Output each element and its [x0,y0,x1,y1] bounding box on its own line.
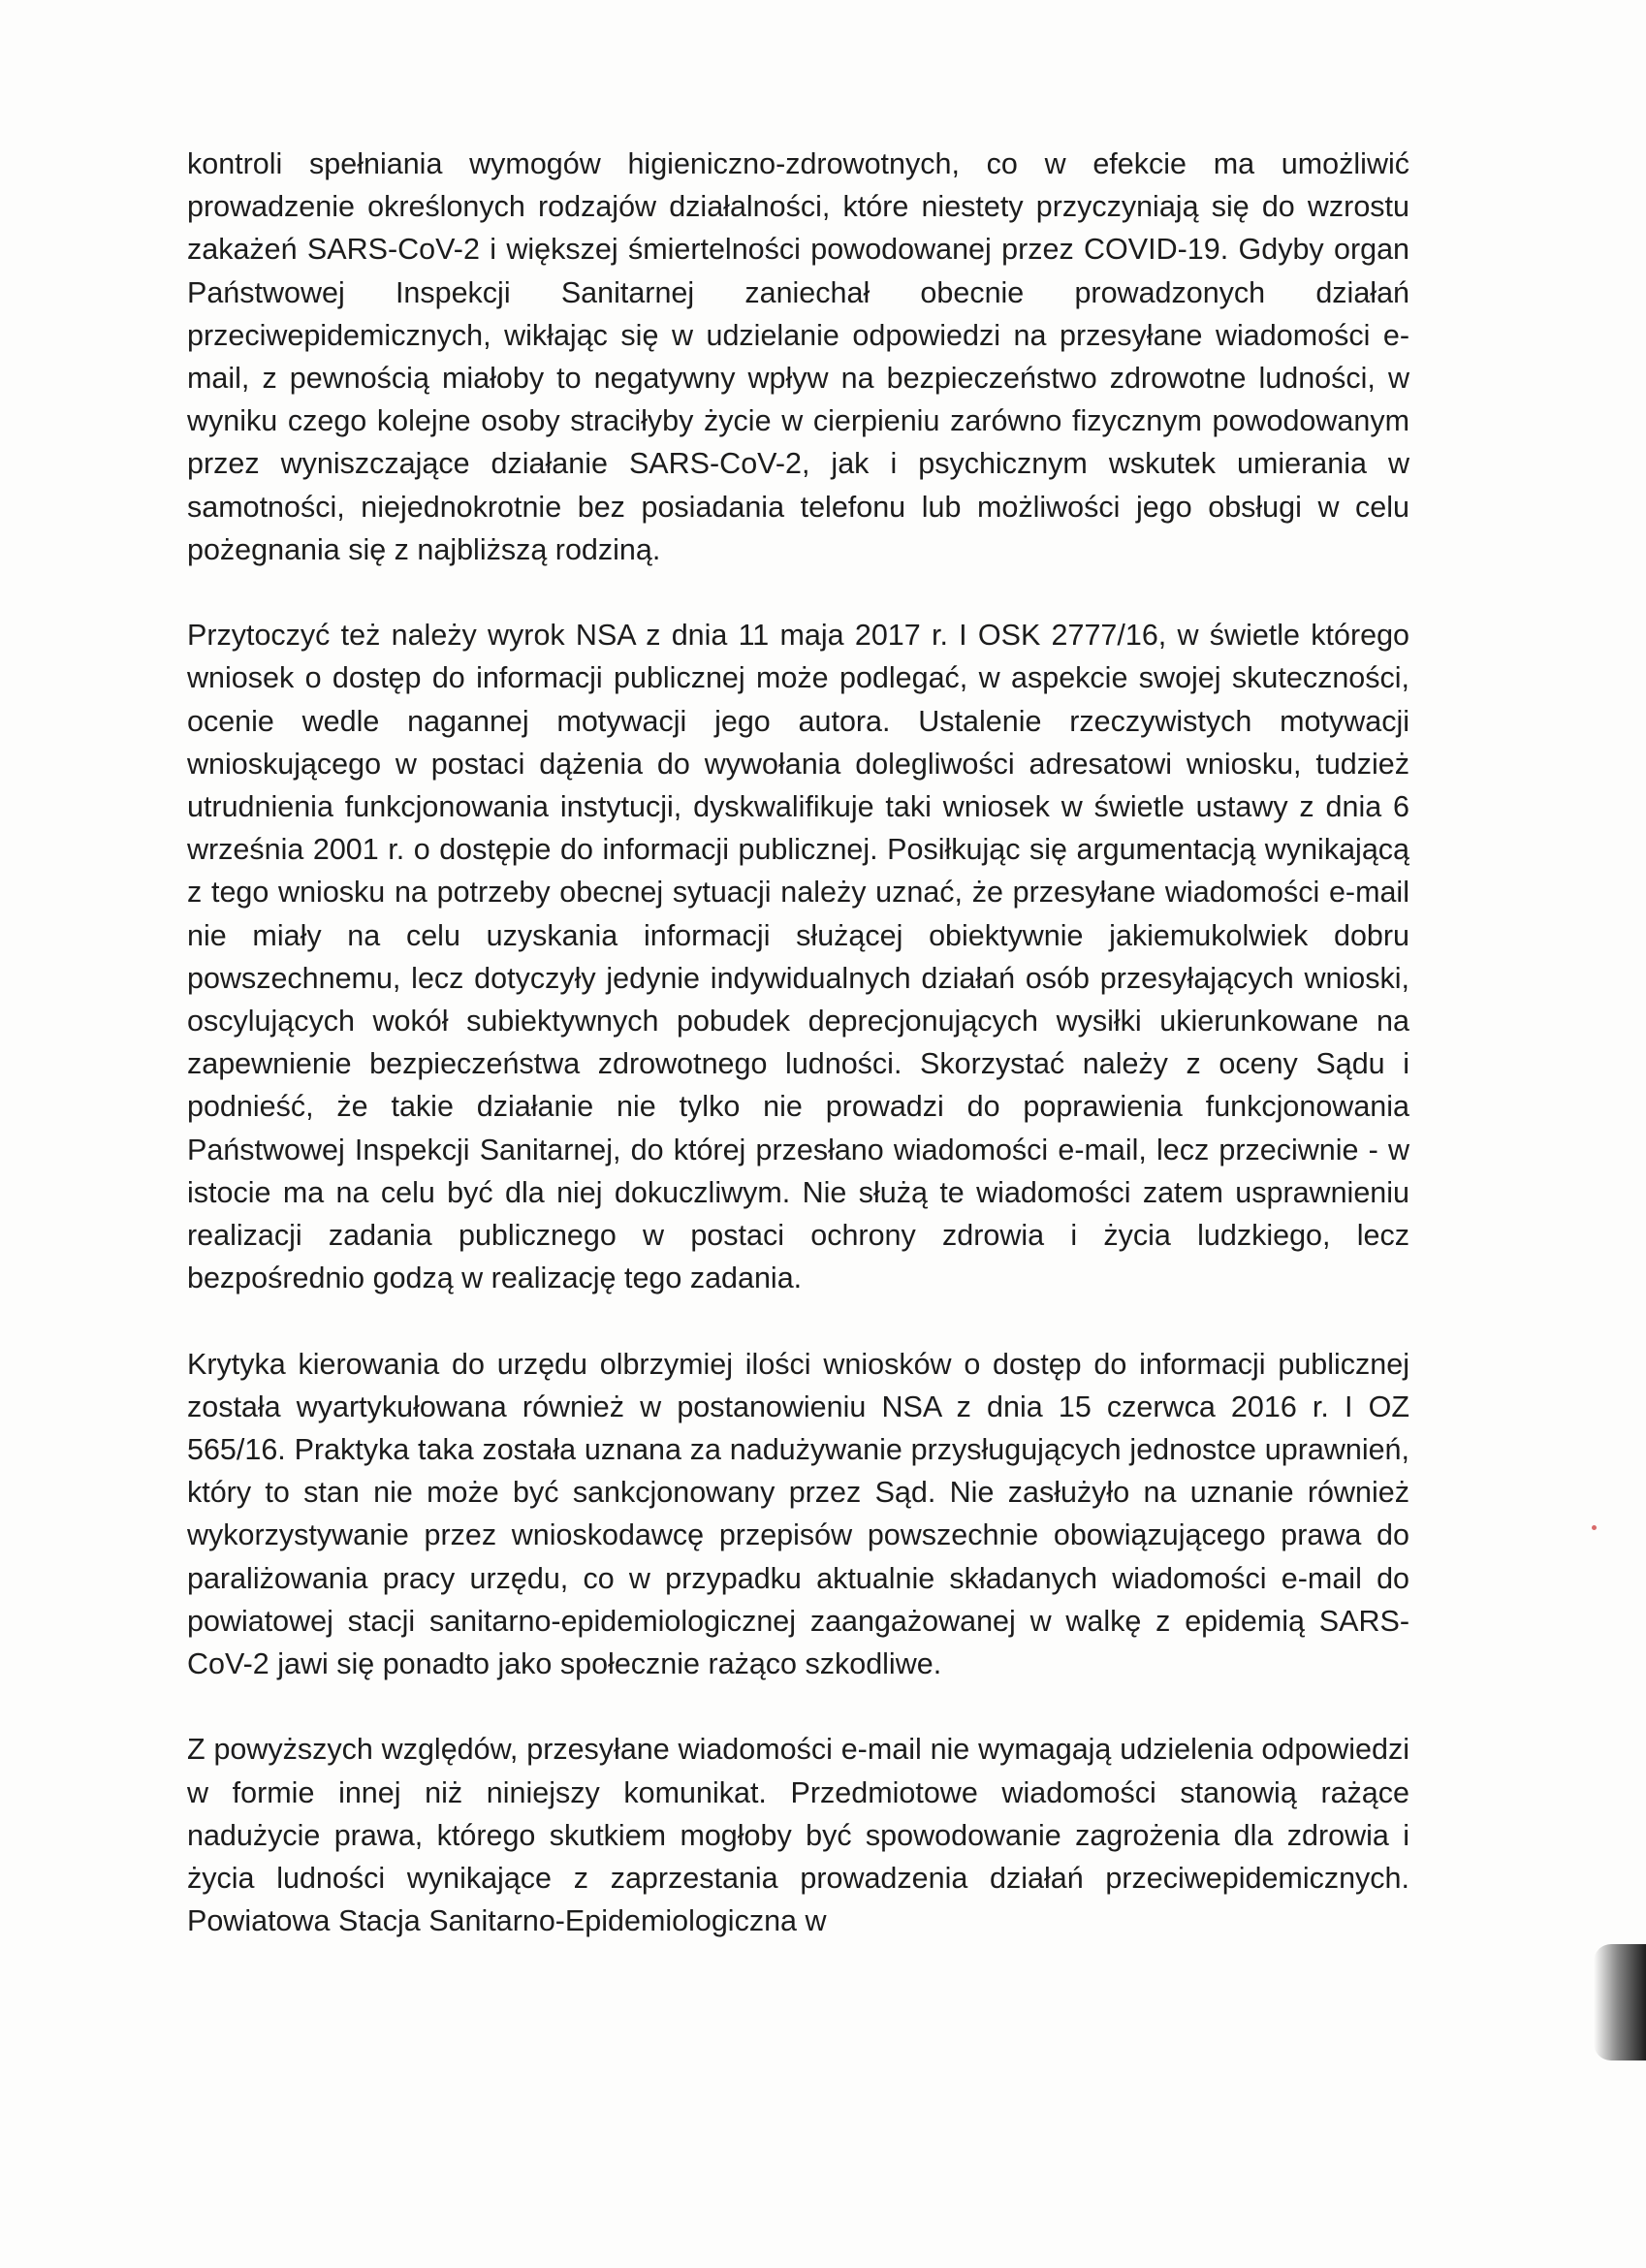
paragraph-2: Przytoczyć też należy wyrok NSA z dnia 11 maja 2017 r. I OSK 2777/16, w świetle którego wniosek o dostęp do informacji publicznej może podlegać, w aspekcie swojej skuteczności, ocenie wedle nagannej motywacji jego autora. Ustalenie rzeczywistych motywacji wnioskującego w postaci dążenia do wywołania dolegliwości adresatowi wniosku, tudzież utrudnienia funkcjonowania instytucji, dyskwalifikuje taki wniosek w świetle ustawy z dnia 6 września 2001 r. o dostępie do informacji publicznej. Posiłkując się argumentacją wynikającą z tego wniosku na potrzeby obecnej sytuacji należy uznać, że przesyłane wiadomości e-mail nie miały na celu uzyskania informacji służącej obiektywnie jakiemukolwiek dobru powszechnemu, lecz dotyczyły jedynie indywidualnych działań osób przesyłających wnioski, oscylujących wokół subiektywnych pobudek deprecjonujących wysiłki ukierunkowane na zapewnienie bezpieczeństwa zdrowotnego ludności. Skorzystać należy z oceny Sądu i podnieść, że takie działanie nie tylko nie prowadzi do poprawienia funkcjonowania Państwowej Inspekcji Sanitarnej, do której przesłano wiadomości e-mail, lecz przeciwnie - w istocie ma na celu być dla niej dokuczliwym. Nie służą te wiadomości zatem usprawnieniu realizacji zadania publicznego w postaci ochrony zdrowia i życia ludzkiego, lecz bezpośrednio godzą w realizację tego zadania. [187,619,1409,1295]
paragraph-1: kontroli spełniania wymogów higieniczno-zdrowotnych, co w efekcie ma umożliwić prowadzenie określonych rodzajów działalności, które niestety przyczyniają się do wzrostu zakażeń SARS-CoV-2 i większej śmiertelności powodowanej przez COVID-19. Gdyby organ Państwowej Inspekcji Sanitarnej zaniechał obecnie prowadzonych działań przeciwepidemicznych, wikłając się w udzielanie odpowiedzi na przesyłane wiadomości e-mail, z pewnością miałoby to negatywny wpływ na bezpieczeństwo zdrowotne ludności, w wyniku czego kolejne osoby straciłyby życie w cierpieniu zarówno fizycznym powodowanym przez wyniszczające działanie SARS-CoV-2, jak i psychicznym wskutek umierania w samotności, niejednokrotnie bez posiadania telefonu lub możliwości jego obsługi w celu pożegnania się z najbliższą rodziną. [187,147,1409,566]
document-body [187,143,1409,1986]
scan-artifact-dot [1592,1525,1597,1530]
paragraph-3: Krytyka kierowania do urzędu olbrzymiej ilości wniosków o dostęp do informacji publicznej została wyartykułowana również w postanowieniu NSA z dnia 15 czerwca 2016 r. I OZ 565/16. Praktyka taka została uznana za nadużywanie przysługujących jednostce uprawnień, który to stan nie może być sankcjonowany przez Sąd. Nie zasłużyło na uznanie również wykorzystywanie przez wnioskodawcę przepisów powszechnie obowiązującego prawa do paraliżowania pracy urzędu, co w przypadku aktualnie składanych wiadomości e-mail do powiatowej stacji sanitarno-epidemiologicznej zaangażowanej w walkę z epidemią SARS-CoV-2 jawi się ponadto jako społecznie rażąco szkodliwe. [187,1347,1409,1681]
paragraph-4: Z powyższych względów, przesyłane wiadomości e-mail nie wymagają udzielenia odpowiedzi w formie innej niż niniejszy komunikat. Przedmiotowe wiadomości stanowią rażące nadużycie prawa, którego skutkiem mogłoby być spowodowanie zagrożenia dla zdrowia i życia ludności wynikające z zaprzestania prowadzenia działań przeciwepidemicznych. Powiatowa Stacja Sanitarno-Epidemiologiczna w [187,1733,1409,1938]
scan-edge-shadow [1594,1944,1646,2060]
